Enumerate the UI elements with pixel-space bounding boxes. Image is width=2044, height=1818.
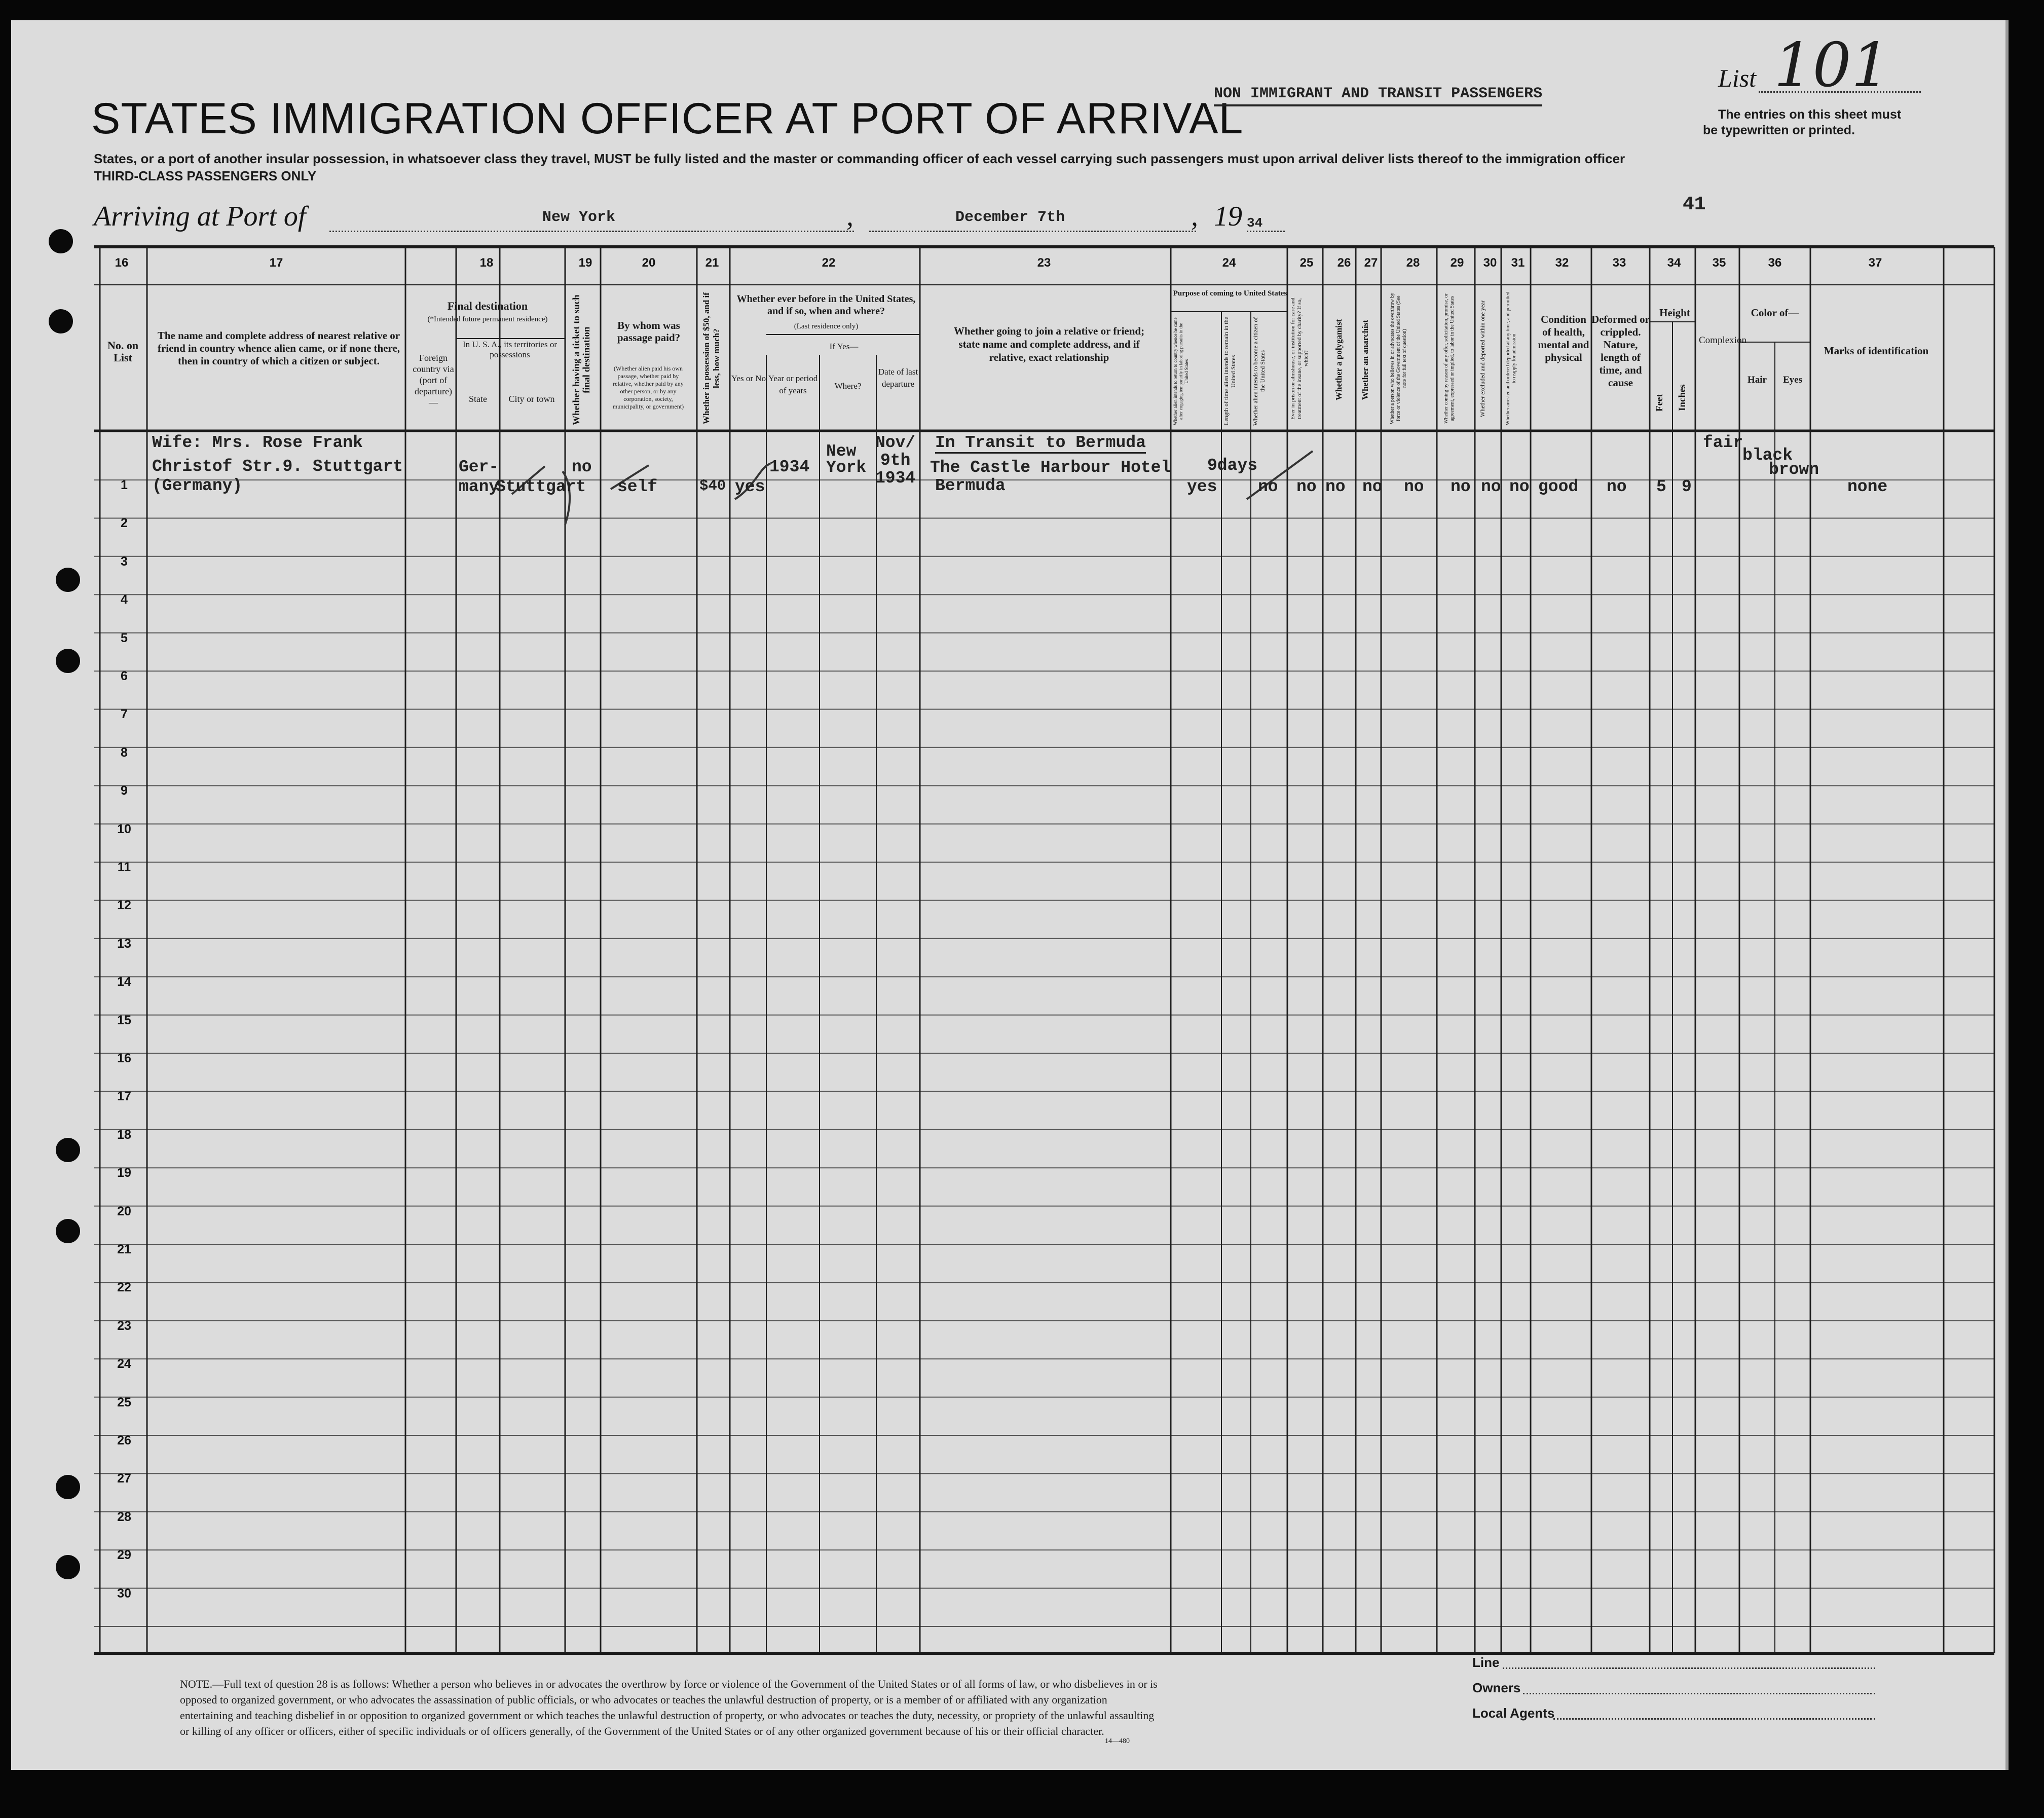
hdr-city: City or town (508, 394, 555, 404)
q29-value: no (1451, 477, 1471, 496)
before-date-2: 9th (880, 451, 911, 470)
hdr-before-us: Whether ever before in the United States, and if so, when and where? (736, 293, 916, 317)
row-number: 5 (121, 630, 128, 645)
col-num: 33 (1612, 256, 1626, 270)
hdr-money: Whether in possession of $50, and if less, how much? (701, 292, 721, 425)
passenger-category: NON IMMIGRANT AND TRANSIT PASSENGERS (1214, 85, 1542, 106)
before-year: 1934 (769, 458, 810, 476)
row-number: 25 (117, 1395, 131, 1409)
col-num: 19 (578, 256, 592, 270)
complexion-value: fair (1703, 433, 1743, 452)
hdr-marks: Marks of identification (1824, 345, 1929, 357)
col-num: 27 (1364, 256, 1378, 270)
col-num: 18 (479, 256, 494, 270)
entries-note-2: be typewritten or printed. (1703, 123, 1855, 137)
hdr-relative: The name and complete address of nearest relative or friend in country whence alien came, or if none there, then in country of which a citizen or subject. (157, 329, 400, 367)
ticket-value: no (572, 458, 592, 476)
hdr-state: State (469, 394, 487, 404)
before-where-1: New (826, 442, 857, 461)
relative-line-2: Christof Str.9. Stuttgart (152, 457, 403, 476)
hdr-final-sub: (*Intended future permanent residence) (427, 315, 548, 323)
col-num: 23 (1037, 256, 1051, 270)
row-number: 23 (117, 1318, 131, 1333)
hdr-purpose: Purpose of coming to United States (1173, 289, 1287, 298)
hdr-passage-sub: (Whether alien paid his own passage, whether paid by relative, whether paid by any other person, or by any corporation, society, municipality, or government) (612, 365, 684, 410)
row-number: 15 (117, 1013, 131, 1027)
hdr-ticket: Whether having a ticket to such final destination (571, 294, 592, 425)
hdr-yes-no: Yes or No (731, 374, 766, 383)
hdr-deformed: Deformed or crippled. Nature, length of time, and cause (1591, 313, 1650, 389)
row-number: 9 (121, 784, 128, 798)
port-value: New York (542, 209, 616, 226)
purpose-citizen: no (1258, 477, 1278, 496)
col-num: 36 (1768, 256, 1782, 270)
before-date-3: 1934 (875, 469, 916, 488)
city-value: Stuttgart (496, 477, 586, 496)
hdr-foreign-via: Foreign country via (port of departure)— (413, 353, 454, 407)
relative-line-3: (Germany) (152, 476, 243, 495)
row-number: 8 (121, 745, 128, 760)
arriving-label: Arriving at Port of (94, 201, 306, 232)
comma: , (846, 201, 853, 232)
hdr-eyes: Eyes (1783, 375, 1802, 385)
money-value: $40 (699, 477, 726, 494)
row-number: 6 (121, 669, 128, 683)
before-where-2: York (826, 458, 867, 477)
col-num: 25 (1299, 256, 1314, 270)
hdr-before-sub: (Last residence only) (794, 322, 859, 330)
row-number: 4 (121, 592, 128, 607)
row-number: 13 (117, 936, 131, 951)
list-number: 101 (1774, 30, 1890, 101)
row-number: 16 (117, 1051, 131, 1065)
hdr-overthrow: Whether a person who believes in or advocates the overthrow by force or violence of the Government of the United States (See note for full text of question) (1390, 292, 1407, 425)
row-number: 20 (117, 1204, 131, 1218)
relative-line-1: Wife: Mrs. Rose Frank (152, 433, 363, 452)
col-num: 37 (1868, 256, 1882, 270)
col-num: 17 (269, 256, 283, 270)
hdr-color: Color of— (1751, 307, 1799, 319)
paid-by-value: self (617, 477, 658, 496)
hdr-feet: Feet (1654, 394, 1665, 412)
row-number: 22 (117, 1280, 131, 1295)
hdr-anarchist: Whether an anarchist (1360, 319, 1370, 400)
row-number: 29 (117, 1548, 131, 1563)
third-class-label: THIRD-CLASS PASSENGERS ONLY (94, 168, 317, 183)
col-num: 32 (1555, 256, 1569, 270)
comma: , (1191, 201, 1198, 232)
year-prefix: 19 (1214, 201, 1242, 232)
hdr-labor-offer: Whether coming by reason of any offer, solicitation, promise, or agreement, expressed or implied, to labor in the United States (1443, 293, 1455, 424)
col-num: 16 (115, 256, 129, 270)
eyes-value: brown (1769, 460, 1819, 479)
purpose-length: 9days (1207, 456, 1258, 475)
instructions: States, or a port of another insular possession, in whatsoever class they travel, MUST be fully listed and the master or commanding officer of each vessel carrying such passengers must upon arrival deliver lists thereof to the immigration officer (94, 151, 1625, 166)
col-num: 35 (1712, 256, 1726, 270)
health-value: good (1538, 477, 1579, 496)
row-number: 12 (117, 898, 131, 913)
sheet-number: 41 (1683, 194, 1706, 215)
hair-value: black (1742, 446, 1793, 465)
deformed-value: no (1607, 477, 1627, 496)
col-num: 20 (642, 256, 656, 270)
hdr-purpose-length: Length of time alien intends to remain in the United States (1222, 317, 1237, 426)
row-number: 10 (117, 822, 131, 836)
join-line-1: In Transit to Bermuda (935, 433, 1146, 454)
year-suffix: 34 (1247, 215, 1263, 231)
hdr-inches: Inches (1677, 384, 1688, 412)
row-number: 7 (121, 707, 128, 722)
row-number: 11 (117, 860, 131, 874)
row-number: 3 (121, 554, 128, 569)
before-yes-no: yes (735, 477, 765, 496)
join-line-3: Bermuda (935, 476, 1006, 495)
join-line-2: The Castle Harbour Hotel (930, 458, 1171, 477)
inches-value: 9 (1682, 477, 1692, 496)
form-title: STATES IMMIGRATION OFFICER AT PORT OF ARRIVAL (91, 94, 1244, 143)
entries-note-1: The entries on this sheet must (1718, 107, 1902, 122)
col-num: 30 (1483, 256, 1497, 270)
q30-value: no (1481, 477, 1501, 496)
q31-value: no (1509, 477, 1530, 496)
line-field (1503, 1667, 1875, 1669)
col-num: 22 (822, 256, 836, 270)
col-num: 24 (1222, 256, 1236, 270)
row-number: 24 (117, 1357, 131, 1371)
list-label: List (1718, 64, 1757, 92)
row-number: 28 (117, 1509, 131, 1524)
row-number: 19 (117, 1166, 131, 1180)
prison-value: no (1296, 477, 1317, 496)
date-value: December 7th (955, 209, 1065, 226)
purpose-return: yes (1187, 477, 1217, 496)
q28-value: no (1404, 477, 1424, 496)
before-date-1: Nov/ (875, 433, 916, 452)
hdr-year: Year or period of years (768, 374, 818, 395)
col-num: 28 (1406, 256, 1420, 270)
col-num: 21 (705, 256, 719, 270)
col-num: 34 (1667, 256, 1681, 270)
owners-field (1523, 1693, 1875, 1694)
col-num: 26 (1337, 256, 1351, 270)
hdr-no-on-list: No. on List (107, 339, 139, 364)
state-line-1: Ger- (459, 458, 499, 476)
question-28-note: NOTE.—Full text of question 28 is as follows: Whether a person who believes in or advocates the overthrow by force or violence of the Government of the United States or of all forms of law, or who disbelieves in or is opposed to organized government, or who advocates the assassination of public officials, or who advocates or teaches the unlawful destruction of property, or is a member of or affiliated with any organization entertaining and teaching disbelief in or opposition to organized government or which teaches the unlawful destruction of property, or who advocates or teaches the duty, necessity, or propriety of the unlawful assaulting or killing of any officer or officers, either of specific individuals or of officers generally, of the Government of the United States or of any other organized government because of his or their official character. (180, 1678, 1158, 1737)
hdr-prison: Ever in prison or almshouse, or institution for care and treatment of the insane, or supported by charity? If so, which? (1290, 298, 1309, 420)
state-line-2: many (459, 477, 499, 496)
hdr-purpose-citizen: Whether alien intends to become a citizen of the United States (1252, 317, 1266, 426)
hdr-where: Where? (834, 381, 862, 391)
hdr-purpose-return: Whether alien intends to return to country whence he came after engaging temporarily in laboring pursuits in the United States (1173, 317, 1189, 425)
row-number: 18 (117, 1127, 131, 1142)
hdr-complexion: Complexion (1699, 335, 1746, 346)
col-num: 29 (1450, 256, 1464, 270)
hdr-passage-paid: By whom was passage paid? (617, 319, 681, 344)
row-number: 1 (121, 478, 128, 492)
col-num: 31 (1511, 256, 1525, 270)
hdr-polygamist: Whether a polygamist (1334, 319, 1344, 401)
marks-value: none (1847, 477, 1888, 496)
owners-label: Owners (1472, 1680, 1521, 1695)
row-number: 21 (117, 1242, 131, 1256)
hdr-excluded: Whether excluded and deported within one year (1479, 300, 1486, 417)
row-number: 26 (117, 1433, 131, 1448)
hdr-final-destination: Final destination (447, 300, 528, 312)
hdr-usa: In U. S. A., its territories or possessions (462, 340, 558, 359)
row-number: 14 (117, 975, 131, 989)
local-agents-label: Local Agents (1472, 1705, 1555, 1721)
hdr-last-departure: Date of last departure (878, 367, 918, 389)
anarchist-value: no (1362, 477, 1383, 496)
hdr-arrested: Whether arrested and ordered deported at any time, and permitted to reapply for admission (1505, 291, 1517, 426)
row-number: 30 (117, 1586, 131, 1601)
hdr-hair: Hair (1748, 375, 1767, 385)
row-number: 17 (117, 1089, 131, 1104)
line-label: Line (1472, 1655, 1500, 1670)
row-number: 2 (121, 516, 128, 531)
hdr-join-relative: Whether going to join a relative or friend; state name and complete address, and if relative, exact relationship (953, 325, 1145, 363)
hdr-if-yes: If Yes— (829, 342, 859, 351)
form-number: 14—480 (1105, 1737, 1130, 1745)
polygamist-value: no (1325, 477, 1346, 496)
local-agents-field (1553, 1718, 1875, 1720)
hdr-health: Condition of health, mental and physical (1538, 313, 1589, 363)
row-number: 27 (117, 1471, 131, 1486)
feet-value: 5 (1656, 477, 1666, 496)
hdr-height: Height (1659, 307, 1690, 319)
